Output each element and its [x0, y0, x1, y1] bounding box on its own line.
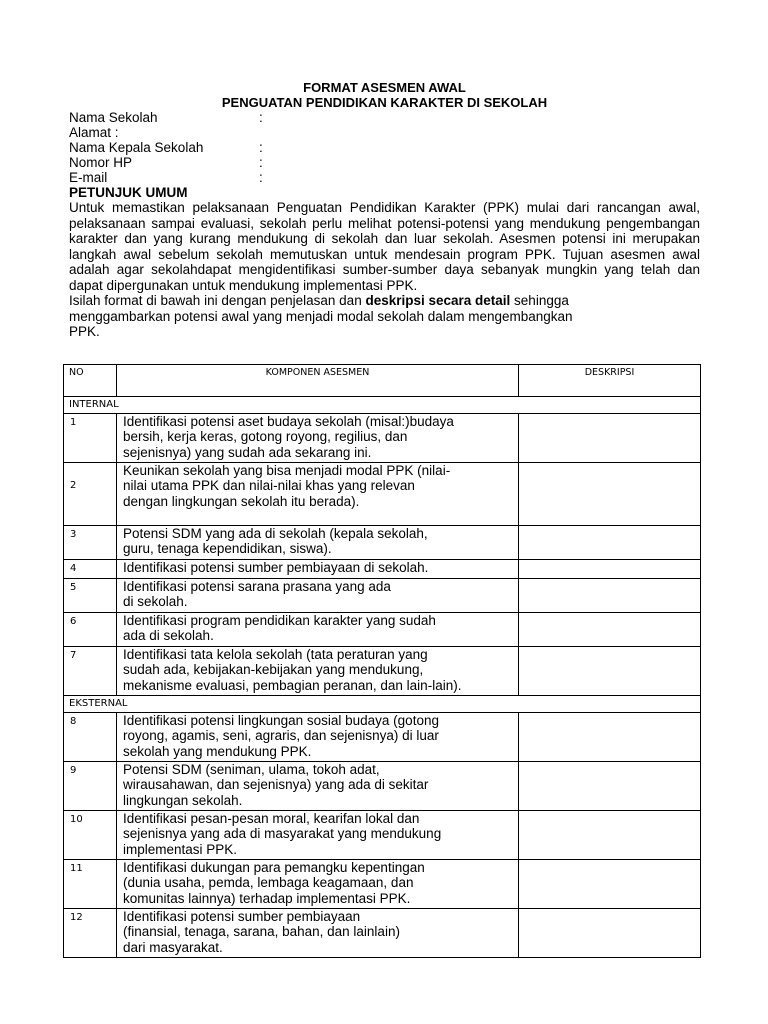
- instruction-line-3: PPK.: [69, 324, 100, 339]
- komponen-line: Identifikasi potensi lingkungan sosial budaya (gotong: [123, 713, 439, 728]
- deskripsi-cell[interactable]: [519, 909, 701, 958]
- instruction-line-1: [69, 293, 700, 309]
- komponen-line: Identifikasi pesan-pesan moral, kearifan lokal dan: [123, 811, 420, 826]
- table-row: [64, 811, 701, 860]
- komponen-line: dari masyarakat.: [123, 939, 223, 955]
- komponen-line: Identifikasi potensi sarana prasana yang ada: [123, 579, 391, 594]
- komponen-line: komunitas lainnya) terhadap implementasi PPK.: [123, 890, 411, 906]
- komponen-cell: [117, 811, 519, 860]
- table-row: [64, 613, 701, 647]
- field-colon: :: [259, 110, 263, 125]
- komponen-line: nilai utama PPK dan nilai-nilai khas yang relevan: [123, 478, 415, 494]
- komponen-cell: [117, 613, 519, 647]
- field-label: Nomor HP: [69, 155, 133, 170]
- row-number: 2: [64, 463, 117, 526]
- komponen-line: lingkungan sekolah.: [123, 792, 243, 808]
- row-number: 11: [64, 860, 117, 909]
- table-row: [64, 579, 701, 613]
- komponen-line: Identifikasi potensi aset budaya sekolah (misal:)budaya: [123, 414, 454, 429]
- section-label: EKSTERNAL: [64, 696, 701, 713]
- table-row: [64, 560, 701, 579]
- school-info-fields: [69, 110, 700, 185]
- row-number: 8: [64, 713, 117, 762]
- petunjuk-paragraph: Untuk memastikan pelaksanaan Penguatan Pendidikan Karakter (PPK) mulai dari rancangan awal, pelaksanaan sampai evaluasi, sekolah perlu melihat potensi-potensi yang mendukung pengembangan karakter dan yang kurang mendukung di sekolah dan luar sekolah. Asesmen potensi ini merupakan langkah awal sebelum sekolah memutuskan untuk mendesain program PPK. Tujuan asesmen awal adalah agar sekolahdapat mengidentifikasi sumber-sumber daya sebanyak mungkin yang telah dan dapat dipergunakan untuk mendukung implementasi PPK.: [69, 200, 700, 293]
- section-row-internal: [64, 397, 701, 414]
- komponen-line: Potensi SDM yang ada di sekolah (kepala sekolah,: [123, 526, 428, 541]
- table-row: [64, 647, 701, 696]
- komponen-line: bersih, kerja keras, gotong royong, regilius, dan: [123, 429, 408, 445]
- deskripsi-cell[interactable]: [519, 463, 701, 526]
- field-colon: :: [259, 170, 263, 185]
- komponen-line: implementasi PPK.: [123, 841, 238, 857]
- section-row-eksternal: [64, 696, 701, 713]
- field-nama-sekolah: [69, 110, 700, 125]
- header-no: NO: [64, 365, 117, 397]
- komponen-line: (dunia usaha, pemda, lembaga keagamaan, dan: [123, 875, 414, 891]
- field-alamat: [69, 125, 700, 140]
- deskripsi-cell[interactable]: [519, 613, 701, 647]
- row-number: 5: [64, 579, 117, 613]
- section-heading-petunjuk: PETUNJUK UMUM: [69, 185, 188, 200]
- field-email: [69, 170, 700, 185]
- komponen-line: Identifikasi potensi sumber pembiayaan: [123, 909, 361, 924]
- komponen-line: Identifikasi dukungan para pemangku kepentingan: [123, 860, 425, 875]
- field-colon: :: [259, 140, 263, 155]
- komponen-cell: [117, 560, 519, 579]
- komponen-line: Potensi SDM (seniman, ulama, tokoh adat,: [123, 762, 380, 777]
- instruction-text: Isilah format di bawah ini dengan penjelasan dan: [69, 293, 366, 308]
- field-colon: :: [259, 155, 263, 170]
- field-nama-kepala-sekolah: [69, 140, 700, 155]
- field-label: Alamat :: [69, 125, 119, 140]
- deskripsi-cell[interactable]: [519, 860, 701, 909]
- komponen-line: guru, tenaga kependidikan, siswa).: [123, 541, 332, 557]
- komponen-cell: [117, 414, 519, 463]
- field-label: Nama Kepala Sekolah: [69, 140, 204, 155]
- komponen-line: wirausahawan, dan sejenisnya) yang ada di sekitar: [123, 777, 429, 793]
- deskripsi-cell[interactable]: [519, 647, 701, 696]
- table-row: [64, 463, 701, 526]
- table-row: [64, 414, 701, 463]
- komponen-line: sudah ada, kebijakan-kebijakan yang mendukung,: [123, 662, 424, 678]
- komponen-line: dengan lingkungan sekolah itu berada).: [123, 493, 360, 509]
- header-deskripsi: DESKRIPSI: [519, 365, 701, 397]
- table-header-row: [64, 365, 701, 397]
- komponen-cell: [117, 579, 519, 613]
- deskripsi-cell[interactable]: [519, 414, 701, 463]
- deskripsi-cell[interactable]: [519, 526, 701, 560]
- deskripsi-cell[interactable]: [519, 713, 701, 762]
- komponen-line: (finansial, tenaga, sarana, bahan, dan lainlain): [123, 924, 400, 940]
- komponen-line: sekolah yang mendukung PPK.: [123, 743, 312, 759]
- field-label: Nama Sekolah: [69, 110, 158, 125]
- komponen-cell: [117, 860, 519, 909]
- field-nomor-hp: [69, 155, 700, 170]
- komponen-line: royong, agamis, seni, agraris, dan sejenisnya) di luar: [123, 728, 439, 744]
- table-row: [64, 713, 701, 762]
- deskripsi-cell[interactable]: [519, 560, 701, 579]
- row-number: 6: [64, 613, 117, 647]
- header-komponen: KOMPONEN ASESMEN: [117, 365, 519, 397]
- deskripsi-cell[interactable]: [519, 579, 701, 613]
- komponen-line: sejenisnya) yang sudah ada sekarang ini.: [123, 444, 372, 460]
- row-number: 4: [64, 560, 117, 579]
- komponen-line: ada di sekolah.: [123, 628, 214, 644]
- instruction-emphasis: deskripsi secara detail: [365, 293, 511, 308]
- komponen-line: Identifikasi tata kelola sekolah (tata peraturan yang: [123, 647, 428, 662]
- table-row: [64, 860, 701, 909]
- table-row: [64, 526, 701, 560]
- document-title-line2: PENGUATAN PENDIDIKAN KARAKTER DI SEKOLAH: [221, 95, 548, 110]
- instruction-line-2: menggambarkan potensi awal yang menjadi modal sekolah dalam mengembangkan: [69, 308, 573, 324]
- table-row: [64, 762, 701, 811]
- komponen-cell: [117, 762, 519, 811]
- deskripsi-cell[interactable]: [519, 811, 701, 860]
- instruction-text: sehingga: [510, 293, 569, 308]
- komponen-line: sejenisnya yang ada di masyarakat yang mendukung: [123, 826, 442, 842]
- field-label: E-mail: [69, 170, 108, 185]
- deskripsi-cell[interactable]: [519, 762, 701, 811]
- komponen-cell: [117, 647, 519, 696]
- row-number: 9: [64, 762, 117, 811]
- row-number: 3: [64, 526, 117, 560]
- komponen-line: mekanisme evaluasi, pembagian peranan, dan lain-lain).: [123, 677, 462, 693]
- assessment-table: [63, 364, 701, 958]
- document-body: [69, 80, 700, 340]
- komponen-line: Identifikasi potensi sumber pembiayaan di sekolah.: [123, 560, 429, 575]
- komponen-line: di sekolah.: [123, 594, 188, 610]
- row-number: 1: [64, 414, 117, 463]
- section-label: INTERNAL: [64, 397, 701, 414]
- komponen-cell: [117, 909, 519, 958]
- table-row: [64, 909, 701, 958]
- komponen-cell: [117, 526, 519, 560]
- document-title-line1: FORMAT ASESMEN AWAL: [303, 80, 466, 95]
- komponen-line: Identifikasi program pendidikan karakter yang sudah: [123, 613, 436, 628]
- row-number: 10: [64, 811, 117, 860]
- row-number: 12: [64, 909, 117, 958]
- row-number: 7: [64, 647, 117, 696]
- komponen-cell: [117, 463, 519, 526]
- komponen-cell: [117, 713, 519, 762]
- komponen-line: Keunikan sekolah yang bisa menjadi modal PPK (nilai-: [123, 463, 451, 478]
